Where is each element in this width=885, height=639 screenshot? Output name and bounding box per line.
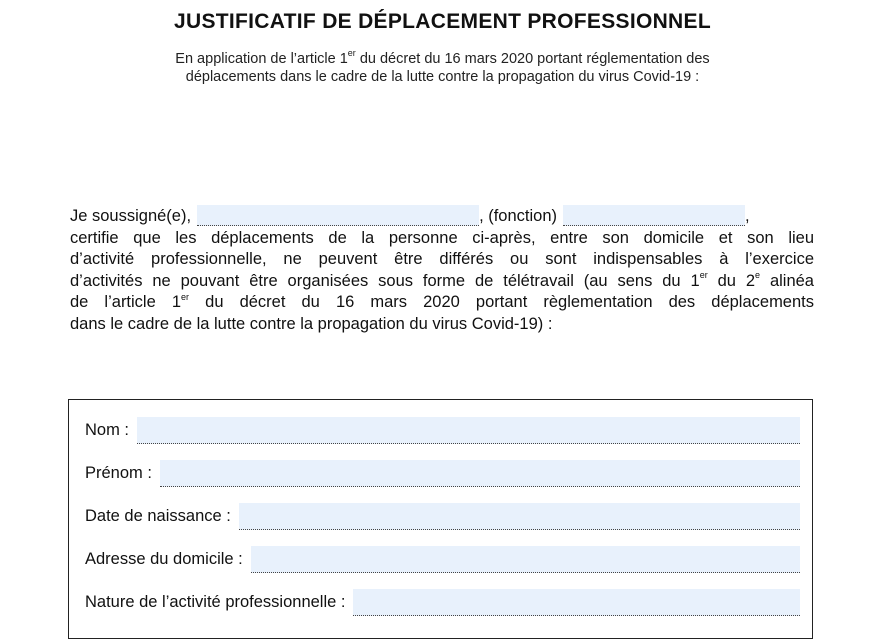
prenom-label: Prénom : <box>85 464 152 482</box>
document-title: JUSTIFICATIF DE DÉPLACEMENT PROFESSIONNEL <box>174 10 711 33</box>
fonction-text: , (fonction) <box>479 207 558 225</box>
declaration-line-4 <box>70 271 814 293</box>
adresse-label: Adresse du domicile : <box>85 550 243 568</box>
fonction-field[interactable] <box>563 205 745 226</box>
prenom-field[interactable] <box>160 460 800 487</box>
adresse-row <box>85 543 800 573</box>
line-5-part: de l’article 1 <box>70 293 182 311</box>
activite-label: Nature de l’activité professionnelle : <box>85 593 346 611</box>
superscript: er <box>181 291 190 302</box>
prenom-row <box>85 457 800 487</box>
superscript: e <box>755 270 761 280</box>
line-4-part: du 2 <box>707 271 756 290</box>
nom-row <box>85 414 800 444</box>
line-4-part: alinéa <box>760 271 814 290</box>
declaration-line-3: d’activité professionnelle, ne peuvent être différés ou sont indispensables à l’exercice <box>70 250 814 268</box>
naissance-row <box>85 500 800 530</box>
nom-field[interactable] <box>137 417 800 444</box>
declaration-line-6: dans le cadre de la lutte contre la propagation du virus Covid-19) : <box>70 314 553 333</box>
subtitle-text: du décret du 16 mars 2020 portant réglementation des <box>355 51 710 67</box>
declaration-paragraph <box>70 206 814 335</box>
subtitle-text: déplacements dans le cadre de la lutte contre la propagation du virus Covid-19 : <box>185 69 700 85</box>
document-subtitle <box>60 50 825 86</box>
nom-label: Nom : <box>85 421 130 439</box>
naissance-label: Date de naissance : <box>85 507 231 525</box>
je-soussigne-text: Je soussigné(e), <box>70 207 192 225</box>
declaration-line-1 <box>70 206 814 228</box>
declaration-line-2: certifie que les déplacements de la personne ci-après, entre son domicile et son lieu <box>70 228 814 247</box>
declaration-line-5 <box>70 292 814 314</box>
superscript: er <box>347 48 356 59</box>
adresse-field[interactable] <box>251 546 800 573</box>
activite-field[interactable] <box>353 589 800 616</box>
superscript: er <box>699 270 708 280</box>
naissance-field[interactable] <box>239 503 800 530</box>
line-4-part: d’activités ne pouvant être organisées sous forme de télétravail (au sens du 1 <box>70 271 700 290</box>
soussigne-name-field[interactable] <box>197 205 479 226</box>
trailing-comma: , <box>745 207 750 225</box>
activite-row <box>85 586 800 616</box>
line-5-part: du décret du 16 mars 2020 portant règlementation des déplacements <box>189 293 814 311</box>
person-info-box <box>68 399 813 639</box>
subtitle-text: En application de l’article 1 <box>175 51 348 67</box>
